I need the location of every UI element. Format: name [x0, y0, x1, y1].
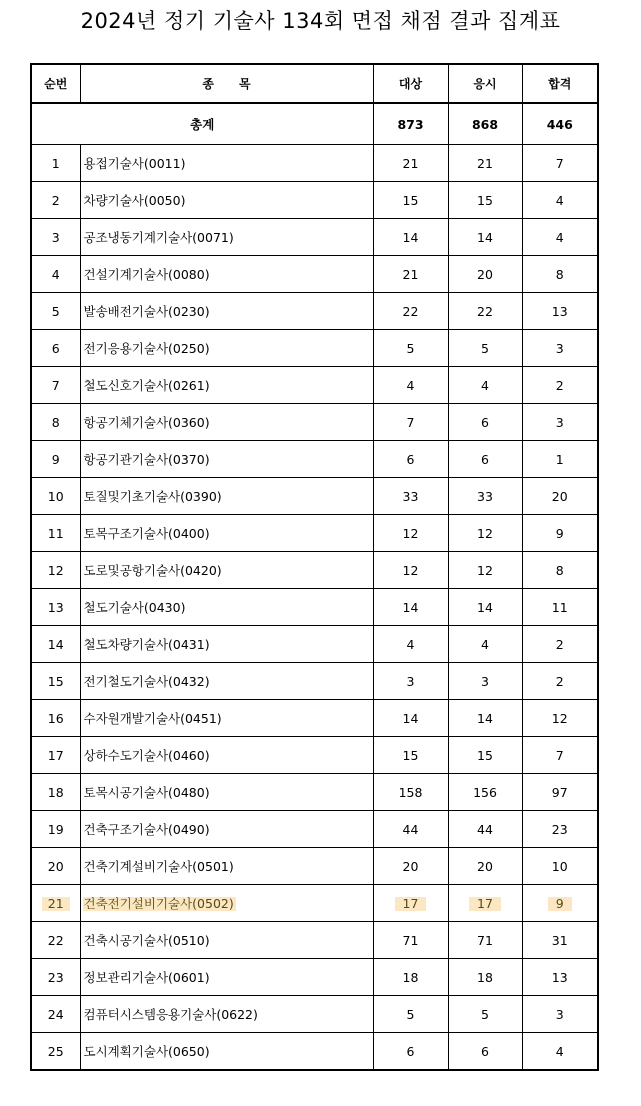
row-name: 컴퓨터시스템응용기술사(0622) [80, 996, 373, 1033]
row-target: 20 [373, 848, 448, 885]
row-applied: 14 [448, 219, 522, 256]
row-applied: 18 [448, 959, 522, 996]
page-title: 2024년 정기 기술사 134회 면접 채점 결과 집계표 [80, 9, 561, 33]
results-table [30, 63, 599, 1071]
row-passed: 3 [522, 996, 598, 1033]
table-row [31, 367, 598, 404]
row-no: 10 [31, 478, 80, 515]
row-applied: 44 [448, 811, 522, 848]
row-target: 18 [373, 959, 448, 996]
row-name: 건축전기설비기술사(0502) [80, 885, 373, 922]
row-passed: 7 [522, 145, 598, 182]
table-row [31, 515, 598, 552]
table-row [31, 626, 598, 663]
header-no: 순번 [31, 64, 80, 103]
row-name: 전기철도기술사(0432) [80, 663, 373, 700]
row-no: 21 [31, 885, 80, 922]
row-passed: 11 [522, 589, 598, 626]
row-name: 도시계획기술사(0650) [80, 1033, 373, 1071]
row-no: 23 [31, 959, 80, 996]
row-target: 14 [373, 700, 448, 737]
row-target: 17 [373, 885, 448, 922]
row-target: 4 [373, 626, 448, 663]
row-passed: 4 [522, 219, 598, 256]
row-no: 3 [31, 219, 80, 256]
row-name: 철도신호기술사(0261) [80, 367, 373, 404]
table-row [31, 922, 598, 959]
row-passed: 9 [522, 515, 598, 552]
row-name: 철도기술사(0430) [80, 589, 373, 626]
row-name: 건설기계기술사(0080) [80, 256, 373, 293]
row-no: 1 [31, 145, 80, 182]
row-passed: 3 [522, 330, 598, 367]
header-row [31, 64, 598, 103]
row-target: 4 [373, 367, 448, 404]
row-name: 항공기관기술사(0370) [80, 441, 373, 478]
row-passed: 31 [522, 922, 598, 959]
table-row [31, 885, 598, 922]
row-no: 24 [31, 996, 80, 1033]
row-applied: 17 [448, 885, 522, 922]
header-target: 대상 [373, 64, 448, 103]
row-applied: 6 [448, 404, 522, 441]
row-no: 4 [31, 256, 80, 293]
row-target: 15 [373, 737, 448, 774]
table-row [31, 774, 598, 811]
row-target: 7 [373, 404, 448, 441]
row-passed: 9 [522, 885, 598, 922]
row-target: 15 [373, 182, 448, 219]
row-passed: 13 [522, 293, 598, 330]
row-passed: 20 [522, 478, 598, 515]
row-no: 19 [31, 811, 80, 848]
row-no: 14 [31, 626, 80, 663]
row-target: 6 [373, 441, 448, 478]
table-row [31, 737, 598, 774]
row-no: 18 [31, 774, 80, 811]
row-no: 2 [31, 182, 80, 219]
row-no: 13 [31, 589, 80, 626]
row-no: 20 [31, 848, 80, 885]
row-name: 토질및기초기술사(0390) [80, 478, 373, 515]
row-name: 수자원개발기술사(0451) [80, 700, 373, 737]
row-applied: 22 [448, 293, 522, 330]
row-no: 16 [31, 700, 80, 737]
row-name: 건축시공기술사(0510) [80, 922, 373, 959]
row-target: 71 [373, 922, 448, 959]
row-applied: 15 [448, 182, 522, 219]
row-no: 12 [31, 552, 80, 589]
row-name: 건축기계설비기술사(0501) [80, 848, 373, 885]
row-target: 14 [373, 589, 448, 626]
row-no: 7 [31, 367, 80, 404]
row-applied: 21 [448, 145, 522, 182]
table-row [31, 811, 598, 848]
row-passed: 4 [522, 182, 598, 219]
row-applied: 12 [448, 515, 522, 552]
row-target: 14 [373, 219, 448, 256]
row-applied: 4 [448, 367, 522, 404]
row-name: 토목시공기술사(0480) [80, 774, 373, 811]
row-applied: 15 [448, 737, 522, 774]
table-row [31, 330, 598, 367]
row-name: 항공기체기술사(0360) [80, 404, 373, 441]
row-name: 건축구조기술사(0490) [80, 811, 373, 848]
row-passed: 97 [522, 774, 598, 811]
table-row [31, 959, 598, 996]
row-applied: 12 [448, 552, 522, 589]
table-row [31, 589, 598, 626]
row-name: 공조냉동기계기술사(0071) [80, 219, 373, 256]
row-applied: 6 [448, 441, 522, 478]
row-applied: 33 [448, 478, 522, 515]
row-name: 토목구조기술사(0400) [80, 515, 373, 552]
row-applied: 4 [448, 626, 522, 663]
table-row [31, 256, 598, 293]
row-name: 도로및공항기술사(0420) [80, 552, 373, 589]
row-target: 5 [373, 996, 448, 1033]
table-row [31, 700, 598, 737]
row-passed: 3 [522, 404, 598, 441]
row-passed: 2 [522, 626, 598, 663]
table-row [31, 552, 598, 589]
row-passed: 10 [522, 848, 598, 885]
row-applied: 71 [448, 922, 522, 959]
table-row [31, 663, 598, 700]
row-applied: 6 [448, 1033, 522, 1071]
row-target: 33 [373, 478, 448, 515]
row-passed: 2 [522, 663, 598, 700]
row-target: 12 [373, 515, 448, 552]
row-no: 22 [31, 922, 80, 959]
row-applied: 5 [448, 330, 522, 367]
row-applied: 14 [448, 700, 522, 737]
row-target: 158 [373, 774, 448, 811]
total-target: 873 [373, 103, 448, 145]
row-passed: 8 [522, 256, 598, 293]
row-target: 3 [373, 663, 448, 700]
header-passed: 합격 [522, 64, 598, 103]
row-applied: 3 [448, 663, 522, 700]
row-passed: 2 [522, 367, 598, 404]
row-target: 12 [373, 552, 448, 589]
table-row [31, 848, 598, 885]
row-target: 21 [373, 256, 448, 293]
header-name: 종 목 [80, 64, 373, 103]
row-name: 차량기술사(0050) [80, 182, 373, 219]
table-row [31, 219, 598, 256]
row-name: 정보관리기술사(0601) [80, 959, 373, 996]
row-target: 6 [373, 1033, 448, 1071]
row-passed: 8 [522, 552, 598, 589]
table-row [31, 145, 598, 182]
row-no: 6 [31, 330, 80, 367]
table-row [31, 1033, 598, 1071]
row-name: 전기응용기술사(0250) [80, 330, 373, 367]
table-row [31, 404, 598, 441]
table-row [31, 996, 598, 1033]
row-name: 용접기술사(0011) [80, 145, 373, 182]
row-passed: 23 [522, 811, 598, 848]
row-no: 8 [31, 404, 80, 441]
total-applied: 868 [448, 103, 522, 145]
row-applied: 5 [448, 996, 522, 1033]
row-passed: 12 [522, 700, 598, 737]
row-no: 25 [31, 1033, 80, 1071]
row-no: 9 [31, 441, 80, 478]
row-target: 44 [373, 811, 448, 848]
row-applied: 20 [448, 256, 522, 293]
row-no: 15 [31, 663, 80, 700]
row-passed: 4 [522, 1033, 598, 1071]
row-passed: 1 [522, 441, 598, 478]
row-applied: 20 [448, 848, 522, 885]
row-applied: 14 [448, 589, 522, 626]
row-passed: 13 [522, 959, 598, 996]
row-name: 발송배전기술사(0230) [80, 293, 373, 330]
row-passed: 7 [522, 737, 598, 774]
table-row [31, 182, 598, 219]
row-name: 철도차량기술사(0431) [80, 626, 373, 663]
row-no: 5 [31, 293, 80, 330]
row-target: 21 [373, 145, 448, 182]
table-row [31, 478, 598, 515]
header-applied: 응시 [448, 64, 522, 103]
row-name: 상하수도기술사(0460) [80, 737, 373, 774]
table-row [31, 441, 598, 478]
row-no: 11 [31, 515, 80, 552]
row-no: 17 [31, 737, 80, 774]
total-row [31, 103, 598, 145]
row-target: 5 [373, 330, 448, 367]
total-label: 총계 [31, 103, 373, 145]
table-row [31, 293, 598, 330]
row-applied: 156 [448, 774, 522, 811]
total-passed: 446 [522, 103, 598, 145]
row-target: 22 [373, 293, 448, 330]
